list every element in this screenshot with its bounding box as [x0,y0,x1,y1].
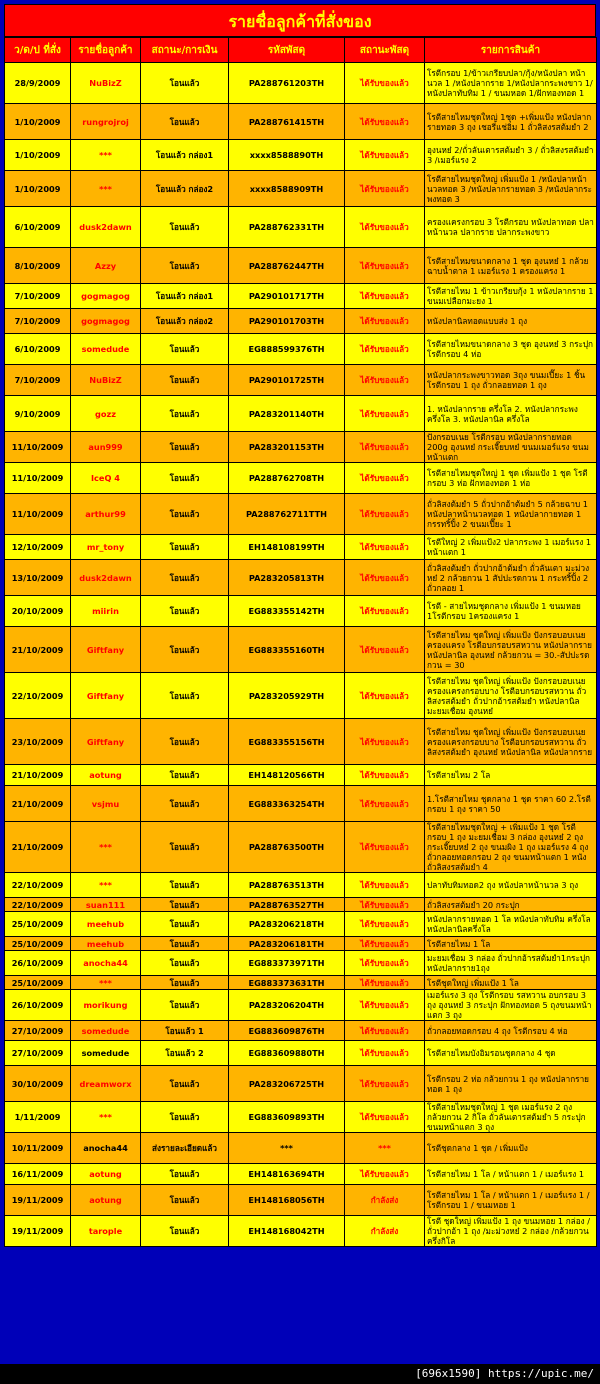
parcel-status: ได้รับของแล้ว [345,248,425,284]
table-row [5,1185,597,1216]
customer-name: aun999 [71,432,141,463]
parcel-status: ได้รับของแล้ว [345,63,425,104]
tracking-number: PA283206181TH [229,937,345,951]
table-row [5,365,597,396]
tracking-number: *** [229,1133,345,1164]
item-list: โรตีสายไหมชุดใหญ่ 1 ชุด เพิ่มแป้ง 1 ชุด โรตีกรอบ 3 ห่อ ฝักทองทอด 1 ห่อ [425,463,597,494]
table-row [5,976,597,990]
item-list: โรตี ชุดใหญ่ เพิ่มแป้ง 1 ถุง ขนมหอย 1 กล่อง /ถั่วปากอ้า 1 ถุง /มะม่วงหย๋ 2 กล่อง /กล้วยกวน ครึ่งกิโล [425,1216,597,1247]
item-list: ถั่วลิสงรสต้มยำ 20 กระปุก [425,898,597,912]
payment-status: โอนแล้ว [141,990,229,1021]
parcel-status: ได้รับของแล้ว [345,535,425,560]
payment-status: โอนแล้ว [141,494,229,535]
tracking-number: EG883355160TH [229,627,345,673]
payment-status: โอนแล้ว [141,951,229,976]
parcel-status: ได้รับของแล้ว [345,765,425,786]
order-date: 25/10/2009 [5,976,71,990]
parcel-status: ได้รับของแล้ว [345,873,425,898]
customer-name: meehub [71,912,141,937]
order-date: 22/10/2009 [5,898,71,912]
order-date: 27/10/2009 [5,1021,71,1041]
order-date: 1/11/2009 [5,1102,71,1133]
parcel-status: ได้รับของแล้ว [345,719,425,765]
parcel-status: ได้รับของแล้ว [345,432,425,463]
item-list: โรตีสายไหม 1 โล / หน้าแตก 1 / เมอร์แรง 1 [425,1164,597,1185]
parcel-status: ได้รับของแล้ว [345,560,425,596]
payment-status: โอนแล้ว [141,627,229,673]
item-list: 1. หนังปลากราย ครึ่งโล 2. หนังปลากระพง ครึ่งโล 3. หนังปลานิล ครึ่งโล [425,396,597,432]
order-date: 1/10/2009 [5,140,71,171]
order-date: 7/10/2009 [5,309,71,334]
parcel-status: ได้รับของแล้ว [345,207,425,248]
parcel-status: ได้รับของแล้ว [345,822,425,873]
payment-status: โอนแล้ว [141,207,229,248]
item-list: โรตีชุดกลาง 1 ชุด / เพิ่มแป้ง [425,1133,597,1164]
customer-name: gogmagog [71,309,141,334]
order-date: 1/10/2009 [5,104,71,140]
table-row [5,673,597,719]
customer-name: gozz [71,396,141,432]
payment-status: โอนแล้ว [141,873,229,898]
col-items: รายการสินค้า [425,38,597,63]
table-row [5,494,597,535]
parcel-status: กำลังส่ง [345,1216,425,1247]
order-date: 11/10/2009 [5,494,71,535]
customer-name: dusk2dawn [71,207,141,248]
order-date: 27/10/2009 [5,1041,71,1066]
payment-status: โอนแล้ว [141,432,229,463]
parcel-status: ได้รับของแล้ว [345,990,425,1021]
order-date: 20/10/2009 [5,596,71,627]
col-payment: สถานะ/การเงิน [141,38,229,63]
table-row [5,140,597,171]
tracking-number: EG888599376TH [229,334,345,365]
order-date: 22/10/2009 [5,673,71,719]
tracking-number: EG883609893TH [229,1102,345,1133]
customer-name: NuBizZ [71,365,141,396]
payment-status: โอนแล้ว [141,912,229,937]
parcel-status: ได้รับของแล้ว [345,937,425,951]
tracking-number: xxxx8588909TH [229,171,345,207]
payment-status: โอนแล้ว [141,560,229,596]
parcel-status: ได้รับของแล้ว [345,786,425,822]
item-list: โรตีสายไหมขนาดกลาง 3 ชุด อุงนหย๋ 3 กระปุก โรตีกรอบ 4 ห่อ [425,334,597,365]
tracking-number: PA288763513TH [229,873,345,898]
tracking-number: PA288762711TTH [229,494,345,535]
parcel-status: ได้รับของแล้ว [345,494,425,535]
watermark: [696x1590] https://upic.me/ [0,1364,600,1384]
table-row [5,951,597,976]
item-list: หนังปลานิลทอดแบบส่ง 1 ถุง [425,309,597,334]
customer-name: somedude [71,1041,141,1066]
customer-name: arthur99 [71,494,141,535]
customer-name: aotung [71,765,141,786]
col-tracking: รหัสพัสดุ [229,38,345,63]
item-list: โรตีสายไหมบังอิมรอนชุดกลาง 4 ชุด [425,1041,597,1066]
order-date: 19/11/2009 [5,1185,71,1216]
item-list: ปลาทับทิมทอด2 ถุง หนังปลาหน้านวล 3 ถุง [425,873,597,898]
payment-status: โอนแล้ว [141,463,229,494]
item-list: โรตีสายไหมชุดใหญ่ เพิ่มแป้ง 1 /หนังปลาหน้านวลทอด 3 /หนังปลากรายทอด 3 /หนังปลากระพงทอด 3 [425,171,597,207]
customer-name: somedude [71,334,141,365]
tracking-number: PA283201140TH [229,396,345,432]
table-row [5,990,597,1021]
table-row [5,1133,597,1164]
customer-name: *** [71,140,141,171]
payment-status: โอนแล้ว [141,765,229,786]
table-row [5,396,597,432]
customer-name: Giftfany [71,719,141,765]
parcel-status: ได้รับของแล้ว [345,334,425,365]
tracking-number: PA283205813TH [229,560,345,596]
tracking-number: EG883609876TH [229,1021,345,1041]
parcel-status: ได้รับของแล้ว [345,171,425,207]
parcel-status: ได้รับของแล้ว [345,1021,425,1041]
parcel-status: ได้รับของแล้ว [345,365,425,396]
order-date: 16/11/2009 [5,1164,71,1185]
item-list: 1.โรตีสายไหม ชุดกลาง 1 ชุด ราคา 60 2.โรตีกรอบ 1 ถุง ราคา 50 [425,786,597,822]
table-row [5,1216,597,1247]
order-date: 11/10/2009 [5,463,71,494]
tracking-number: PA283206218TH [229,912,345,937]
order-date: 10/11/2009 [5,1133,71,1164]
customer-name: miirin [71,596,141,627]
tracking-number: PA288763500TH [229,822,345,873]
tracking-number: EG883609880TH [229,1041,345,1066]
table-row [5,207,597,248]
item-list: ปังกรอบเนย โรตีกรอบ หนังปลากรายทอด 200g อุงนหย๋ กระเจี๊ยบหย๋ ขนมเมอร์แรง ขนมหน้าแตก [425,432,597,463]
parcel-status: ได้รับของแล้ว [345,1164,425,1185]
table-row [5,937,597,951]
payment-status: โอนแล้ว [141,596,229,627]
payment-status: โอนแล้ว กล่อง2 [141,171,229,207]
parcel-status: ได้รับของแล้ว [345,912,425,937]
item-list: ถั่วลิสงต้มยำ 5 ถั่วปากอ้าต้มยำ 5 กล้วยฉาบ 1 หนังปลาหน้านวลทอด 1 หนังปลากายทอด 1 กรรทริ้ปิ้ง 2 ขนมเปี๊ยะ 1 [425,494,597,535]
tracking-number: PA290101725TH [229,365,345,396]
table-row [5,1102,597,1133]
payment-status: โอนแล้ว กล่อง1 [141,284,229,309]
order-date: 21/10/2009 [5,786,71,822]
parcel-status: ได้รับของแล้ว [345,1102,425,1133]
order-date: 7/10/2009 [5,284,71,309]
page-title: รายชื่อลูกค้าที่สั่งของ [4,4,596,37]
item-list: โรตีสายไหม ชุดใหญ่ เพิ่มแป้ง ปังกรอบอบเนย ครองแครงกรอบบาง โรตีอบกรอบรสหวาน ถั่วลิสงรสต้มยำ อุงนหย๋ หนังปลานิล หนังปลากราย [425,719,597,765]
parcel-status: *** [345,1133,425,1164]
parcel-status: ได้รับของแล้ว [345,596,425,627]
table-row [5,248,597,284]
table-row [5,786,597,822]
table-row [5,912,597,937]
tracking-number: EH148108199TH [229,535,345,560]
tracking-number: PA283206725TH [229,1066,345,1102]
table-row [5,873,597,898]
order-date: 25/10/2009 [5,912,71,937]
table-row [5,898,597,912]
item-list: โรตีสายไหม 1 ข้าวเกรียบกุ้ง 1 หนังปลากราย 1 ขนมเปลือกมะยง 1 [425,284,597,309]
customer-name: anocha44 [71,1133,141,1164]
customer-name: dusk2dawn [71,560,141,596]
parcel-status: กำลังส่ง [345,1185,425,1216]
parcel-status: ได้รับของแล้ว [345,140,425,171]
tracking-number: PA288762331TH [229,207,345,248]
item-list: โรตีสายไหม ชุดใหญ่ เพิ่มแป้ง ปังกรอบอบเนย ครองแครง โรตีอบกรอบรสหวาน หนังปลากราย หนังปลานิล อุงนหย๋ กล้วยกวน = 30.-สัปปะรดกวน = 30 [425,627,597,673]
payment-status: โอนแล้ว [141,1066,229,1102]
tracking-number: PA290101703TH [229,309,345,334]
customer-name: *** [71,976,141,990]
order-date: 21/10/2009 [5,627,71,673]
customer-name: mr_tony [71,535,141,560]
table-row [5,1066,597,1102]
table-row [5,334,597,365]
tracking-number: EH148168042TH [229,1216,345,1247]
item-list: โรตีสายไหม 1 โล / หน้าแตก 1 / เมอร์แรง 1 / โรตีกรอบ 1 / ขนมหอย 1 [425,1185,597,1216]
tracking-number: PA288761415TH [229,104,345,140]
order-date: 6/10/2009 [5,207,71,248]
payment-status: โอนแล้ว [141,1164,229,1185]
item-list: ถั่วกลอยทอดกรอบ 4 ถุง โรตีกรอบ 4 ห่อ [425,1021,597,1041]
payment-status: โอนแล้ว [141,365,229,396]
item-list: โรตีกรอบ 2 ห่อ กล้วยกวน 1 ถุง หนังปลากรายทอด 1 ถุง [425,1066,597,1102]
order-date: 8/10/2009 [5,248,71,284]
item-list: โรตี - สายไหมชุดกลาง เพิ่มแป้ง 1 ขนมหอย 1โรตีกรอบ 1ครองแครง 1 [425,596,597,627]
table-row [5,284,597,309]
order-date: 23/10/2009 [5,719,71,765]
order-date: 19/11/2009 [5,1216,71,1247]
item-list: เมอร์แรง 3 ถุง โรตีกรอบ รสหวาน อบกรอบ 3 ถุง อุงนหย๋ 3 กระปุก ฝักทองทอด 5 ถุงขนมหน้าแตก 3 ถุง [425,990,597,1021]
table-row [5,765,597,786]
table-row [5,1021,597,1041]
parcel-status: ได้รับของแล้ว [345,976,425,990]
customer-name: tarople [71,1216,141,1247]
table-row [5,1041,597,1066]
item-list: โรตีสายไหม ชุดใหญ่ เพิ่มแป้ง ปังกรอบอบเนย ครองแครงกรอบบาง โรตีอบกรอบรสหวาน ถั่วลิสงรสต้มยำ ถั่วปากอ้ารสต้มยำ หนังปลานิล มะยมเชื่อม อุงนหย๋ [425,673,597,719]
tracking-number: PA288763527TH [229,898,345,912]
tracking-number: EG883373971TH [229,951,345,976]
payment-status: โอนแล้ว [141,248,229,284]
order-date: 22/10/2009 [5,873,71,898]
tracking-number: PA290101717TH [229,284,345,309]
customer-name: Giftfany [71,673,141,719]
table-row [5,596,597,627]
item-list: โรตีสายไหมชุดใหญ่ + เพิ่มแป้ง 1 ชุด โรตีกรอบ 1 ถุง มะยมเชื่อม 3 กล่อง อุงนหย๋ 2 ถุง กระเจี๊ยบหย๋ 2 ถุง ขนมผิง 1 ถุง เมอร์แรง 4 ถุง ถั่วกลอยทอดกรอบ 2 ถุง ขนมหน้าแตก 1 หนังถั่วลิสงรสต้มยำ 4 [425,822,597,873]
tracking-number: PA283201153TH [229,432,345,463]
order-date: 25/10/2009 [5,937,71,951]
tracking-number: PA288761203TH [229,63,345,104]
table-body [5,63,597,1247]
tracking-number: EG883355142TH [229,596,345,627]
customer-name: meehub [71,937,141,951]
tracking-number: EH148168056TH [229,1185,345,1216]
payment-status: โอนแล้ว [141,1185,229,1216]
tracking-number: EG883363254TH [229,786,345,822]
payment-status: โอนแล้ว [141,1102,229,1133]
table-row [5,535,597,560]
customer-name: *** [71,171,141,207]
item-list: โรตีสายไหม 2 โล [425,765,597,786]
customer-name: anocha44 [71,951,141,976]
payment-status: โอนแล้ว 1 [141,1021,229,1041]
customer-name: Giftfany [71,627,141,673]
table-row [5,719,597,765]
customer-name: vsjmu [71,786,141,822]
item-list: โรตีชุดใหญ่ เพิ่มแป้ง 1 โล [425,976,597,990]
parcel-status: ได้รับของแล้ว [345,284,425,309]
payment-status: โอนแล้ว [141,104,229,140]
table-row [5,104,597,140]
item-list: โรตีใหญ่ 2 เพิ่มแป้ง2 ปลากระพง 1 เมอร์แรง 1 หน้าแตก 1 [425,535,597,560]
order-date: 28/9/2009 [5,63,71,104]
parcel-status: ได้รับของแล้ว [345,1066,425,1102]
tracking-number: EH148163694TH [229,1164,345,1185]
payment-status: โอนแล้ว [141,719,229,765]
customer-name: morikung [71,990,141,1021]
parcel-status: ได้รับของแล้ว [345,951,425,976]
col-date: ว/ด/ป ที่สั่ง [5,38,71,63]
payment-status: โอนแล้ว [141,786,229,822]
payment-status: โอนแล้ว [141,898,229,912]
table-row [5,1164,597,1185]
item-list: หนังปลากระพงขาวทอด 3ถุง ขนมเปี๊ยะ 1 ชิ้น โรตีกรอบ 1 ถุง ถั่วกลอยทอด 1 ถุง [425,365,597,396]
item-list: โรตีสายไหม 1 โล [425,937,597,951]
table-row [5,463,597,494]
order-date: 9/10/2009 [5,396,71,432]
payment-status: โอนแล้ว 2 [141,1041,229,1066]
tracking-number: xxxx8588890TH [229,140,345,171]
item-list: โรตีสายไหมขนาดกลาง 1 ชุด อุงนหย๋ 1 กล้วยฉาบน้ำตาล 1 เมอร์แรง 1 ครองแครง 1 [425,248,597,284]
order-date: 26/10/2009 [5,990,71,1021]
customer-name: NuBizZ [71,63,141,104]
payment-status: โอนแล้ว [141,334,229,365]
tracking-number: PA288762708TH [229,463,345,494]
order-date: 11/10/2009 [5,432,71,463]
table-row [5,560,597,596]
parcel-status: ได้รับของแล้ว [345,396,425,432]
table-row [5,63,597,104]
tracking-number: PA288762447TH [229,248,345,284]
tracking-number: PA283205929TH [229,673,345,719]
table-row [5,309,597,334]
customer-name: *** [71,822,141,873]
table-row [5,171,597,207]
tracking-number: EG883373631TH [229,976,345,990]
item-list: โรตีสายไหมชุดใหญ่ 1ชุด +เพิ่มแป้ง หนังปลากรายทอด 3 ถุง เชอรี่แช่อิ่ม 1 ถั่วลิสงรสต้มยำ 2 [425,104,597,140]
payment-status: โอนแล้ว [141,396,229,432]
item-list: ครองแครงกรอบ 3 โรตีกรอบ หนังปลาทอด ปลาหน้านวล ปลากราย ปลากระพงขาว [425,207,597,248]
parcel-status: ได้รับของแล้ว [345,309,425,334]
customer-name: gogmagog [71,284,141,309]
tracking-number: PA283206204TH [229,990,345,1021]
order-date: 21/10/2009 [5,822,71,873]
table-row [5,822,597,873]
customer-name: somedude [71,1021,141,1041]
order-date: 12/10/2009 [5,535,71,560]
parcel-status: ได้รับของแล้ว [345,627,425,673]
payment-status: โอนแล้ว [141,1216,229,1247]
order-sheet [4,4,596,1247]
payment-status: โอนแล้ว [141,535,229,560]
customer-name: rungrojroj [71,104,141,140]
payment-status: โอนแล้ว [141,822,229,873]
payment-status: โอนแล้ว [141,976,229,990]
customer-name: Azzy [71,248,141,284]
item-list: หนังปลากรายทอด 1 โล หนังปลาทับทิม ครึ่งโล หนังปลานิลครึ่งโล [425,912,597,937]
order-date: 13/10/2009 [5,560,71,596]
item-list: ถั่วลิสงต้มยำ ถั่วปากอ้าต้มยำ ถั่วลันเตา มะม่วงหย๋ 2 กล้วยกวน 1 สัปปะรดกวน 1 กระทริ้ปิ้ง 2 ถั่วกลอย 1 [425,560,597,596]
customer-name: aotung [71,1185,141,1216]
table-row [5,432,597,463]
parcel-status: ได้รับของแล้ว [345,104,425,140]
customer-name: IceQ 4 [71,463,141,494]
payment-status: ส่งรายละเอียดแล้ว [141,1133,229,1164]
customer-name: *** [71,873,141,898]
item-list: มะยมเชื่อม 3 กล่อง ถั่วปากอ้ารสต้มยำ1กระปุก หนังปลากราย1ถุง [425,951,597,976]
parcel-status: ได้รับของแล้ว [345,463,425,494]
order-date: 1/10/2009 [5,171,71,207]
customer-name: aotung [71,1164,141,1185]
payment-status: โอนแล้ว [141,63,229,104]
customer-name: dreamworx [71,1066,141,1102]
item-list: โรตีกรอบ 1/ข้าวเกรียบปลา/กุ้ง/หนังปลา หน้านวล 1 /หนังปลากราย 1/หนังปลากระพงขาว 1/หนังปลาทับทิม 1 / ขนมหอด 1/ฝักทองทอด 1 [425,63,597,104]
parcel-status: ได้รับของแล้ว [345,673,425,719]
table-row [5,627,597,673]
order-date: 30/10/2009 [5,1066,71,1102]
parcel-status: ได้รับของแล้ว [345,1041,425,1066]
order-date: 7/10/2009 [5,365,71,396]
payment-status: โอนแล้ว กล่อง2 [141,309,229,334]
orders-table [4,37,597,1247]
payment-status: โอนแล้ว [141,937,229,951]
tracking-number: EG883355156TH [229,719,345,765]
col-customer: รายชื่อลูกค้า [71,38,141,63]
col-parcel-status: สถานะพัสดุ [345,38,425,63]
order-date: 26/10/2009 [5,951,71,976]
parcel-status: ได้รับของแล้ว [345,898,425,912]
customer-name: *** [71,1102,141,1133]
payment-status: โอนแล้ว [141,673,229,719]
table-header [5,38,597,63]
order-date: 21/10/2009 [5,765,71,786]
item-list: โรตีสายไหมชุดใหญ่ 1 ชุด เมอร์แรง 2 ถุง กล้วยกวน 2 กิโล ถั่วลันเตารสต้มยำ 5 กระปุก ขนมหน้าแตก 3 ถุง [425,1102,597,1133]
order-date: 6/10/2009 [5,334,71,365]
payment-status: โอนแล้ว กล่อง1 [141,140,229,171]
item-list: อุงนหย๋ 2/ถั่วลันเตารสต้มยำ 3 / ถั่วลิสงรสต้มยำ 3 /เมอร์แรง 2 [425,140,597,171]
customer-name: suan111 [71,898,141,912]
tracking-number: EH148120566TH [229,765,345,786]
